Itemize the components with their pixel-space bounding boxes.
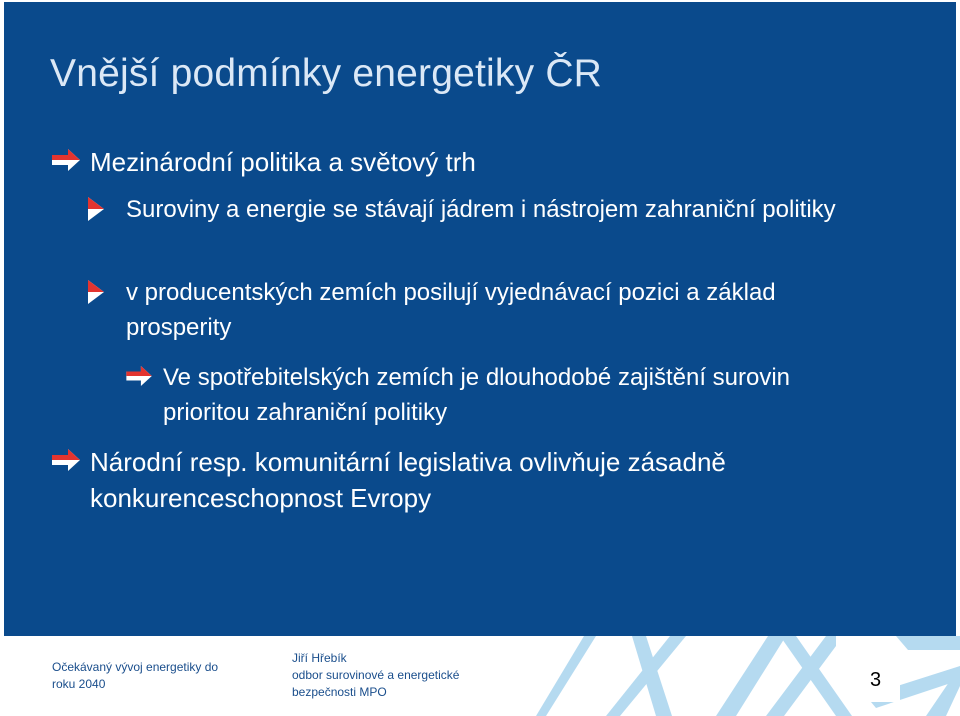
double-arrow-icon [52,449,82,471]
footer-presentation-title: Očekávaný vývoj energetiky do roku 2040 [52,660,219,691]
slide-title: Vnější podmínky energetiky ČR [50,52,603,95]
chevron-icon [88,280,104,304]
chevron-icon [88,197,104,221]
bullet-1: Mezinárodní politika a světový trh [90,147,476,177]
double-arrow-icon [126,366,154,386]
bullet-4: Ve spotřebitelských zemích je dlouhodobé zajištění surovin prioritou zahraniční politiky [163,364,791,426]
footer-author: Jiří Hřebík [292,651,347,665]
footer-department: odbor surovinové a energetické bezpečnosti MPO [292,668,460,699]
double-arrow-icon [52,149,82,171]
bullet-3: v producentských zemích posilují vyjednávací pozici a základ prosperity [126,279,776,341]
bullet-5: Národní resp. komunitární legislativa ovlivňuje zásadně konkurenceschopnost Evropy [90,447,726,513]
page-number: 3 [870,669,882,691]
bullet-2: Suroviny a energie se stávají jádrem i nástrojem zahraniční politiky [126,196,836,223]
